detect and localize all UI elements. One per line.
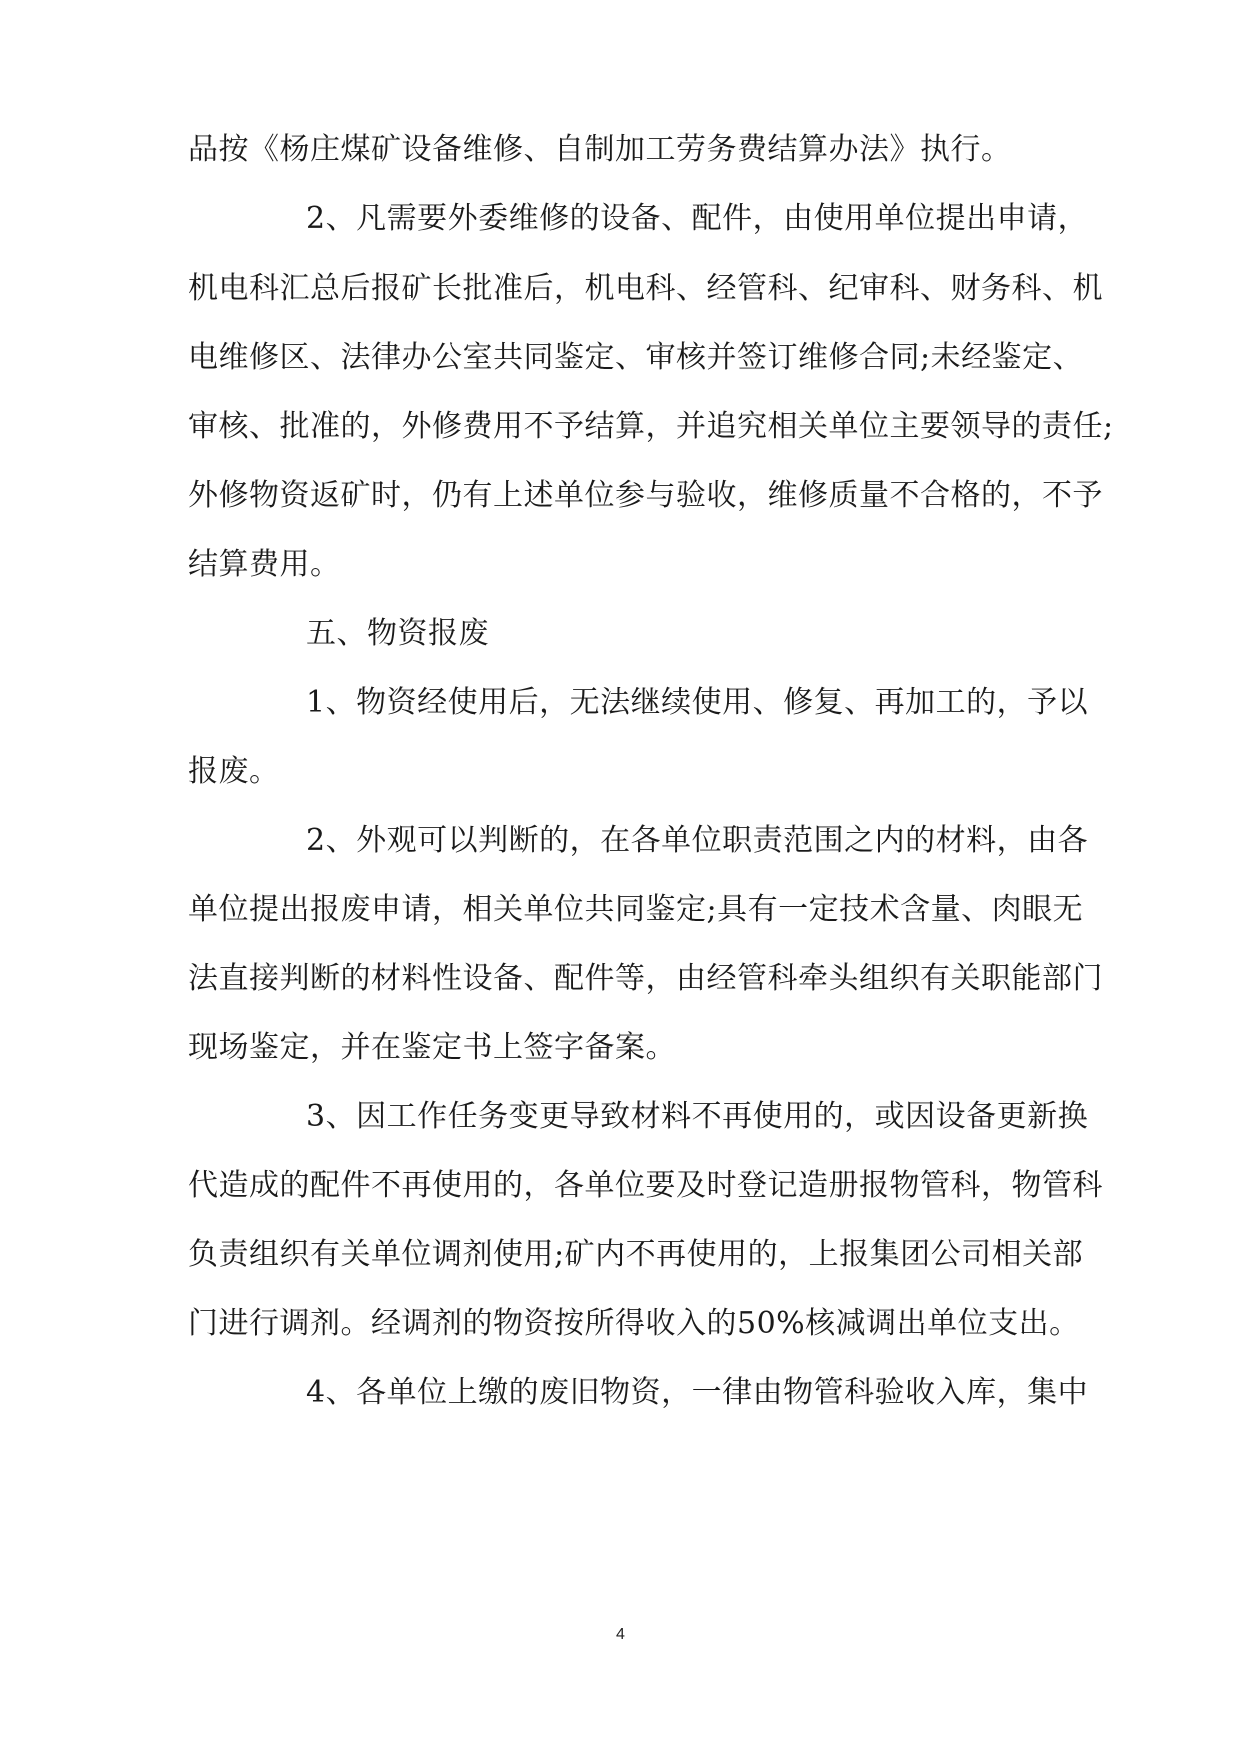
text-line: 品按《杨庄煤矿设备维修、自制加工劳务费结算办法》执行。	[188, 132, 1012, 167]
text-line: 电维修区、法律办公室共同鉴定、审核并签订维修合同;未经鉴定、	[188, 340, 1084, 375]
text-line: 报废。	[188, 754, 280, 789]
text-line: 审核、批准的，外修费用不予结算，并追究相关单位主要领导的责任;	[188, 409, 1114, 444]
text-line: 门进行调剂。经调剂的物资按所得收入的50%核减调出单位支出。	[188, 1306, 1080, 1341]
text-line: 2、凡需要外委维修的设备、配件，由使用单位提出申请，	[306, 201, 1089, 236]
section-heading: 五、物资报废	[306, 616, 489, 651]
text-line: 现场鉴定，并在鉴定书上签字备案。	[188, 1030, 676, 1065]
text-line: 4、各单位上缴的废旧物资，一律由物管科验收入库，集中	[306, 1375, 1089, 1410]
text-line: 负责组织有关单位调剂使用;矿内不再使用的，上报集团公司相关部	[188, 1237, 1084, 1272]
text-line: 代造成的配件不再使用的，各单位要及时登记造册报物管科，物管科	[188, 1168, 1103, 1203]
text-line: 3、因工作任务变更导致材料不再使用的，或因设备更新换	[306, 1099, 1089, 1134]
page-number: 4	[616, 1626, 625, 1643]
text-line: 1、物资经使用后，无法继续使用、修复、再加工的，予以	[306, 685, 1089, 720]
text-line: 单位提出报废申请，相关单位共同鉴定;具有一定技术含量、肉眼无	[188, 892, 1084, 927]
text-line: 机电科汇总后报矿长批准后，机电科、经管科、纪审科、财务科、机	[188, 271, 1103, 306]
text-line: 外修物资返矿时，仍有上述单位参与验收，维修质量不合格的，不予	[188, 478, 1103, 513]
text-line: 法直接判断的材料性设备、配件等，由经管科牵头组织有关职能部门	[188, 961, 1103, 996]
text-line: 2、外观可以判断的，在各单位职责范围之内的材料，由各	[306, 823, 1089, 858]
text-line: 结算费用。	[188, 547, 341, 582]
